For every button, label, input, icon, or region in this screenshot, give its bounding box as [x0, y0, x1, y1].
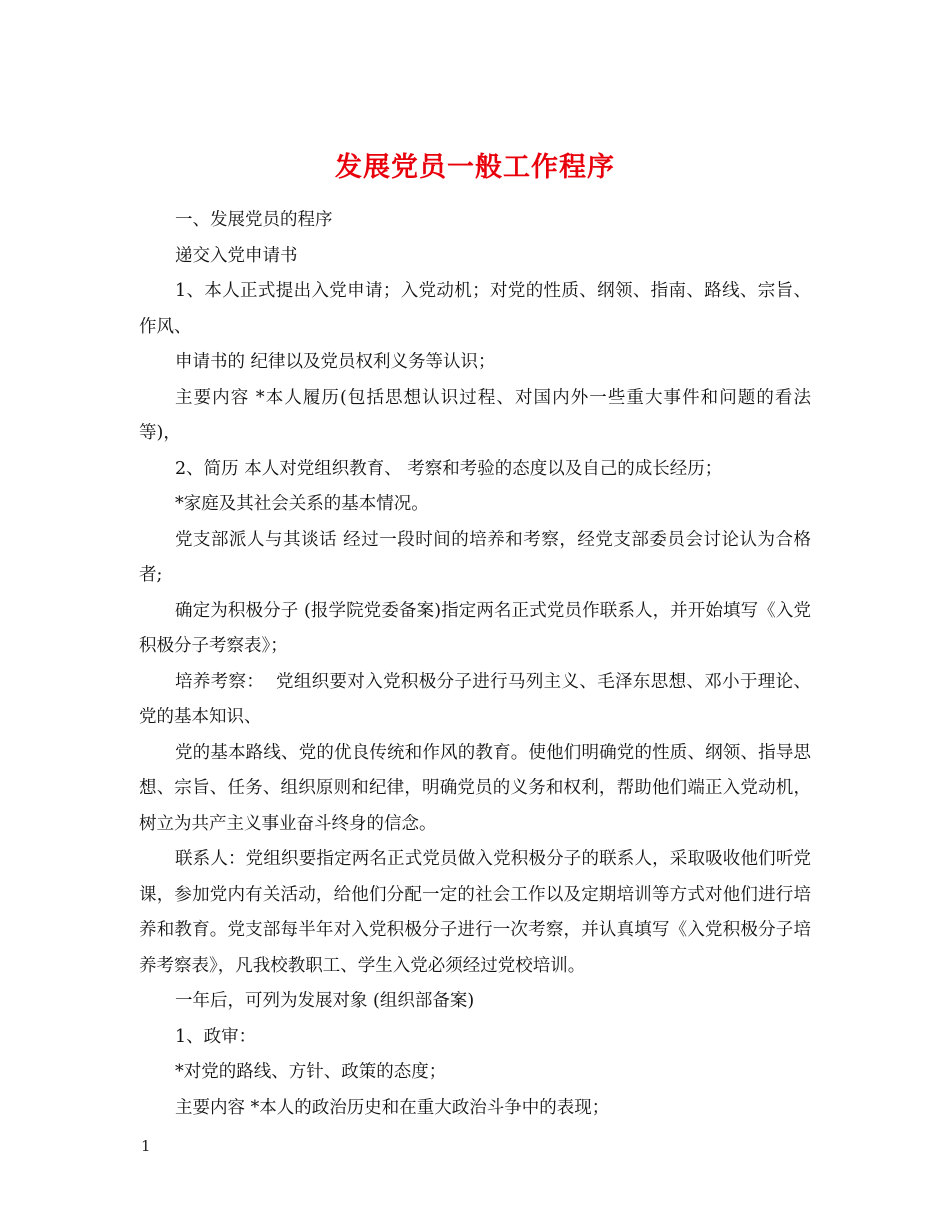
paragraph: 一、发展党员的程序	[175, 210, 333, 230]
paragraph: 递交入党申请书	[175, 245, 298, 266]
paragraph: 1、本人正式提出入党申请；入党动机；对党的性质、纲领、指南、路线、宗旨、作风、	[139, 281, 811, 337]
paragraph: *家庭及其社会关系的基本情况。	[175, 494, 429, 514]
paragraph: *对党的路线、方针、政策的态度；	[175, 1062, 447, 1082]
paragraph: 联系人：党组织要指定两名正式党员做入党积极分子的联系人，采取吸收他们听党课，参加党内有关活动，给他们分配一定的社会工作以及定期培训等方式对他们进行培养和教育。党支部每半年对入党积极分子进行一次考察，并认真填写《入党积极分子培养考察表》，凡我校教职工、学生入党必须经过党校培训。	[139, 849, 811, 976]
page-number: 1	[141, 1137, 151, 1155]
paragraph: 一年后，可列为发展对象 (组织部备案)	[175, 991, 475, 1011]
paragraph: 2、简历 本人对党组织教育、 考察和考验的态度以及自己的成长经历；	[175, 458, 723, 479]
paragraph: 申请书的 纪律以及党员权利义务等认识；	[175, 352, 496, 372]
paragraph: 1、政审：	[175, 1026, 257, 1047]
paragraph: 党支部派人与其谈话 经过一段时间的培养和考察，经党支部委员会讨论认为合格者;	[139, 529, 811, 585]
paragraph: 培养考察： 党组织要对入党积极分子进行马列主义、毛泽东思想、邓小于理论、党的基本知识、	[139, 671, 811, 727]
paragraph: 主要内容 *本人履历(包括思想认识过程、对国内外一些重大事件和问题的看法等)，	[139, 387, 811, 443]
paragraph: 确定为积极分子 (报学院党委备案)指定两名正式党员作联系人，并开始填写《入党积极分子考察表》；	[139, 600, 811, 656]
paragraph: 党的基本路线、党的优良传统和作风的教育。使他们明确党的性质、纲领、指导思想、宗旨、任务、组织原则和纪律，明确党员的义务和权利，帮助他们端正入党动机，树立为共产主义事业奋斗终身的信念。	[139, 742, 811, 834]
document-body	[139, 203, 811, 1126]
paragraph: 主要内容 *本人的政治历史和在重大政治斗争中的表现；	[175, 1097, 610, 1118]
document-title: 发展党员一般工作程序	[335, 152, 615, 184]
